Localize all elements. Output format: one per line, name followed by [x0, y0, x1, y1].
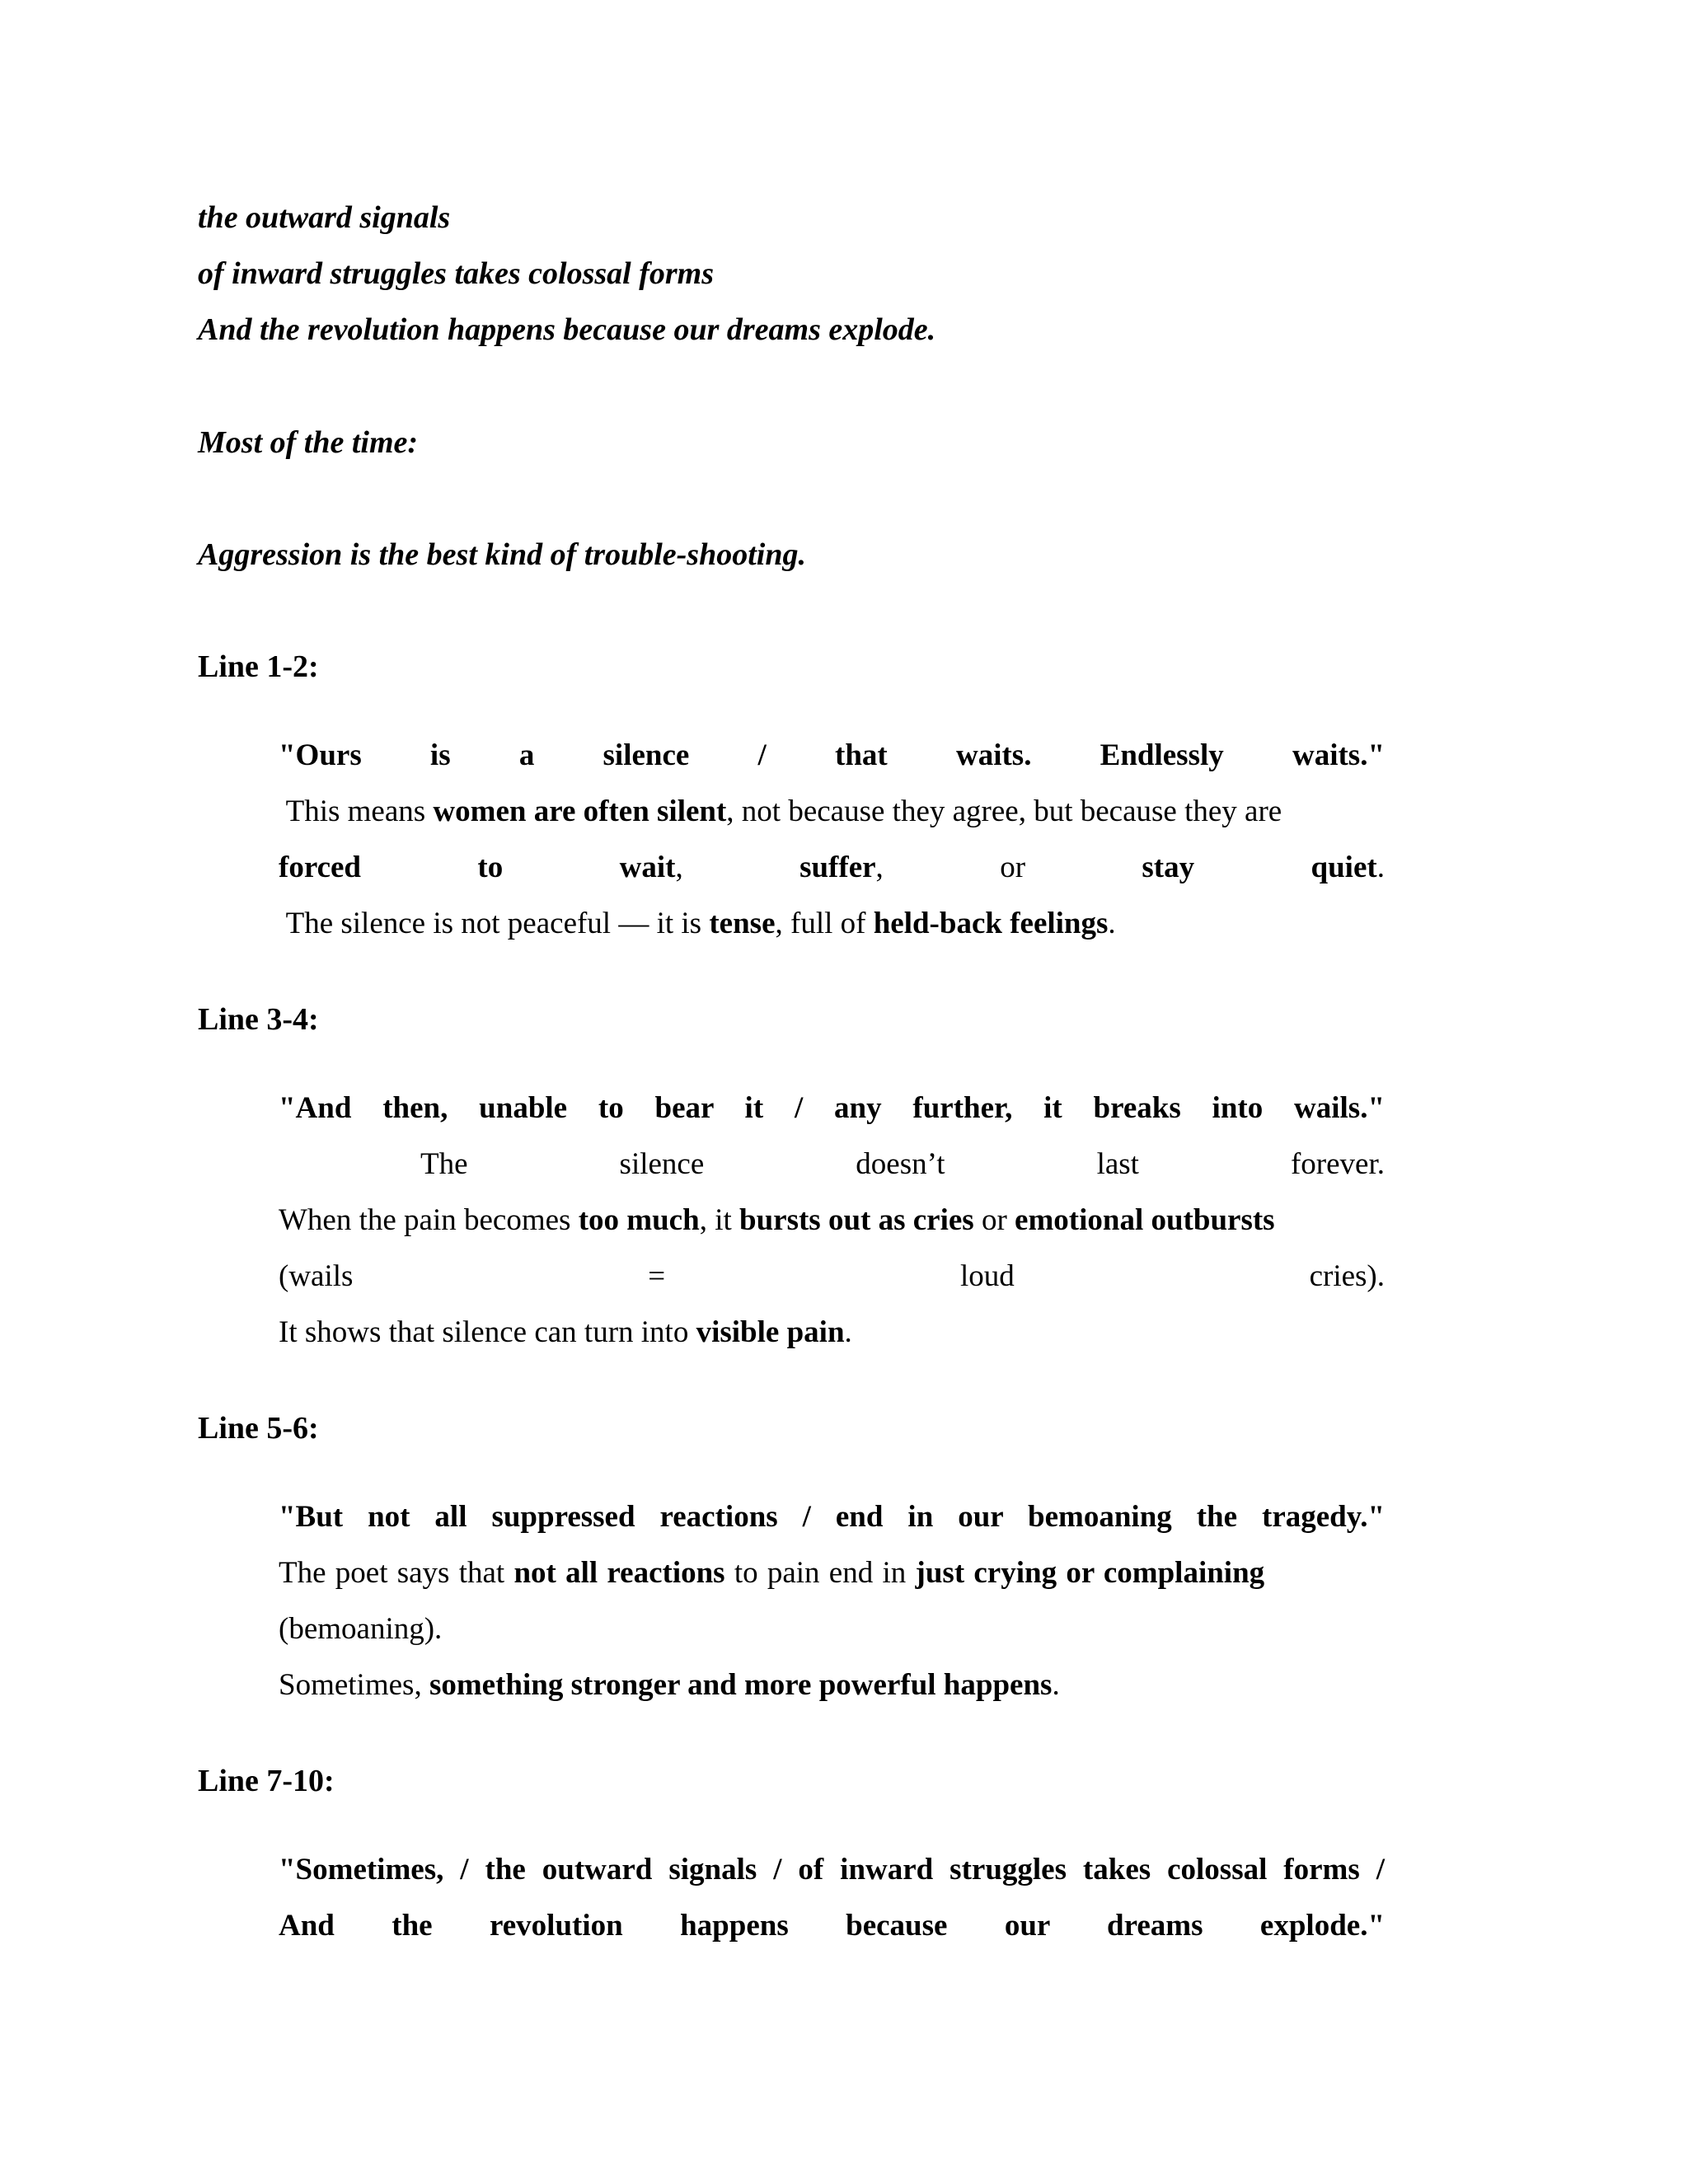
text-run: , it — [699, 1203, 739, 1237]
poem-line: of inward struggles takes colossal forms — [198, 256, 715, 291]
section-heading: Line 1-2: — [198, 649, 319, 684]
explanation-line — [279, 1205, 1385, 1235]
text-run: , full of — [775, 907, 874, 940]
bold-phrase: just crying or complaining — [915, 1556, 1265, 1590]
bold-phrase: women are often silent — [433, 794, 727, 828]
quote-line: "But not all suppressed reactions / end in our bemoaning the tragedy." — [279, 1500, 1385, 1534]
explanation-line: (bemoaning). — [279, 1612, 443, 1646]
poem-line: Aggression is the best kind of trouble-shooting. — [198, 537, 806, 572]
explanation-line — [279, 1317, 1385, 1347]
bold-phrase: too much — [578, 1203, 700, 1237]
section-heading: Line 5-6: — [198, 1411, 319, 1446]
explanation-line — [279, 908, 1385, 939]
bold-word: wait — [619, 851, 676, 884]
text-run: to pain end in — [724, 1556, 916, 1590]
text-run: . — [1052, 1668, 1060, 1702]
section-heading: Line 7-10: — [198, 1764, 335, 1798]
quote-line: And the revolution happens because our dreams explode." — [279, 1909, 1385, 1943]
quote-line: "And then, unable to bear it / any further, it breaks into wails." — [279, 1091, 1385, 1125]
section-heading: Line 3-4: — [198, 1002, 319, 1037]
bold-phrase: bursts out as cries — [739, 1203, 974, 1237]
quote-line: "Ours is a silence / that waits. Endlessly waits." — [279, 738, 1385, 772]
poem-line: Most of the time: — [198, 425, 419, 460]
text-run: or — [1000, 851, 1026, 884]
text-run: When the pain becomes — [279, 1203, 579, 1237]
explanation-line: The silence doesn’t last forever. — [420, 1147, 1385, 1181]
explanation-line — [279, 796, 1385, 827]
text-run: . — [1376, 851, 1385, 884]
text-run: , not because they agree, but because they are — [726, 794, 1282, 828]
poem-line: And the revolution happens because our dreams explode. — [198, 312, 936, 347]
bold-word: stay — [1142, 851, 1195, 884]
bold-phrase: not all reactions — [513, 1556, 725, 1590]
bold-phrase: something stronger and more powerful happens — [429, 1668, 1053, 1702]
text-run: . — [844, 1315, 852, 1349]
bold-phrase: held-back feelings — [873, 907, 1109, 940]
bold-word: suffer — [799, 851, 876, 884]
explanation-line: (wails = loud cries). — [279, 1259, 1385, 1293]
text-run: It shows that silence can turn into — [279, 1315, 696, 1349]
bold-word: forced — [279, 851, 361, 884]
bold-word: to — [477, 851, 504, 884]
bold-word: quiet — [1311, 851, 1377, 884]
text-run: , — [675, 851, 683, 884]
text-run: , — [875, 851, 884, 884]
text-run: This means — [285, 794, 434, 828]
explanation-line — [279, 1558, 1385, 1588]
text-run: Sometimes, — [279, 1668, 429, 1702]
poem-line: the outward signals — [198, 200, 451, 235]
text-run: The poet says that — [279, 1556, 514, 1590]
explanation-line — [279, 852, 1385, 883]
text-run: . — [1108, 907, 1116, 940]
explanation-line — [279, 1670, 1385, 1700]
bold-phrase: emotional outbursts — [1015, 1203, 1275, 1237]
quote-line: "Sometimes, / the outward signals / of inward struggles takes colossal forms / — [279, 1853, 1385, 1886]
text-run: or — [973, 1203, 1015, 1237]
text-run: The silence is not peaceful — it is — [285, 907, 710, 940]
bold-phrase: visible pain — [696, 1315, 845, 1349]
bold-phrase: tense — [709, 907, 776, 940]
